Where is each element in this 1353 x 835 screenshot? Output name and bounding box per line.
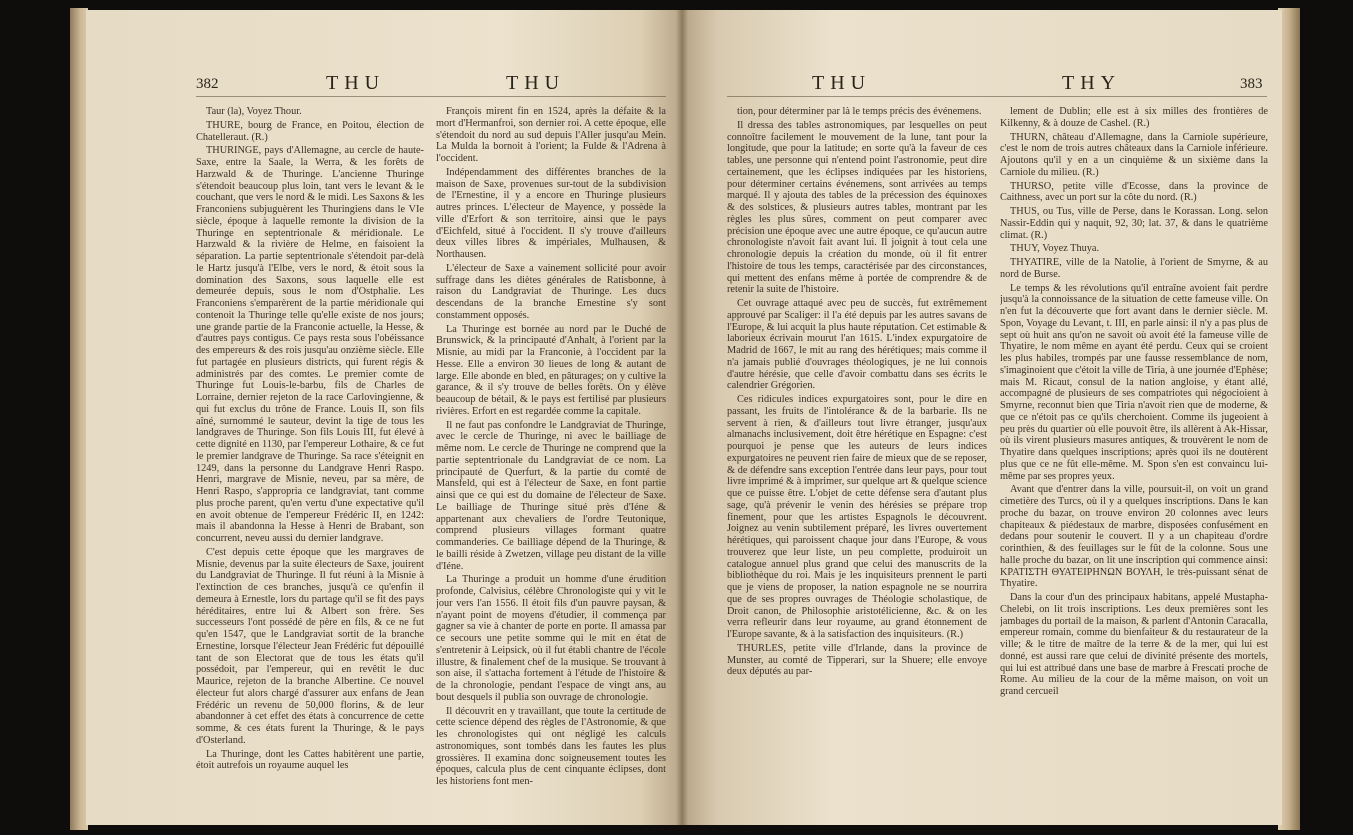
paragraph: Il ne faut pas confondre le Landgraviat de Thuringe, avec le cercle de Thuringe, ni avec le bailliage de même nom. Le cercle de Thuringe ne comprend que la partie septentrionale du Landgraviat de ce nom. La principauté de Querfurt, & la partie du comté de Mansfeld, qui est à l'électeur de Saxe, en font partie ainsi que ce qui est du domaine de l'électeur de Saxe. Le bailliage de Thuringe situé près d'Iéne & appartenant aux chevaliers de l'ordre Teutonique, comprend plusieurs villages formant quatre commanderies. Ce bailliage dépend de la Thuringe, & le bailli réside à Zwetzen, village peu distant de la ville d'Iéne. xyxy=(436,419,666,572)
header-rule-right xyxy=(727,96,1267,97)
paragraph: THUS, ou Tus, ville de Perse, dans le Korassan. Long. selon Nassir-Eddin qui y naquit, 92, 30; lat. 37, & dans le quatrième climat. (R.) xyxy=(1000,206,1268,241)
running-header-left-2: THU xyxy=(506,72,566,94)
paragraph: THURLES, petite ville d'Irlande, dans la province de Munster, au comté de Tipperari, sur la Shuere; elle envoye deux députés au par- xyxy=(727,642,987,678)
right-page-column-1 xyxy=(727,106,987,818)
left-page xyxy=(86,10,682,825)
paragraph: THURSO, petite ville d'Ecosse, dans la province de Caithness, avec un port sur la côte du nord. (R.) xyxy=(1000,180,1268,204)
paragraph: THURN, château d'Allemagne, dans la Carniole supérieure, c'est le nom de trois autres châteaux dans la Carniole inférieure. Ajoutons qu'il y en a un cinquième & un sixième dans la Carniole du milieu. (R.) xyxy=(1000,131,1268,178)
paragraph: Le temps & les révolutions qu'il entraîne avoient fait perdre jusqu'à la connoissance de la situation de cette fameuse ville. On n'en fut la découverte que fort avant dans le dernier siècle. M. Spon, Voyage du Levant, t. III, en parle ainsi: il n'y a pas plus de sept où huit ans qu'on ne savoit où avoit été la fameuse ville de Thyatire, le nom même en ayant été perdu. Ceux qui se croient les plus habiles, trompés par une fausse ressemblance de nom, s'imaginoient que c'étoit la ville de Tiria, à une journée d'Ephèse; mais M. Ricaut, consul de la nation angloise, y étant allé, accompagné de plusieurs de ses compatriotes qui négocioient à Smyrne, reconnut bien que Tiria n'avoit rien que de moderne, & que ce n'étoit pas ce qu'ils cherchoient. Comme ils jugeoient à peu près du quartier où elle pouvoit être, ils allèrent à Ak-Hissar, où ils virent plusieurs masures antiques, & trouvèrent le nom de Thyatire dans quelques inscriptions; après quoi ils ne doutèrent plus que ce ne fût elle-même. M. Spon s'en est convaincu lui-même par ses propres yeux. xyxy=(1000,282,1268,482)
running-header-right-2: THY xyxy=(1062,72,1122,94)
paragraph: Il découvrit en y travaillant, que toute la certitude de cette science dépend des règles de l'Astronomie, & que les chronologistes qui ont négligé les calculs astronomiques, sont tombés dans les fautes les plus grossières. Il examina donc soigneusement toutes les époques, calcula plus de cent cinquante éclipses, dont les historiens font men- xyxy=(436,705,666,787)
paragraph: THYATIRE, ville de la Natolie, à l'orient de Smyrne, & au nord de Burse. xyxy=(1000,257,1268,280)
paragraph: tion, pour déterminer par là le temps précis des événemens. xyxy=(737,106,982,117)
paragraph: Il dressa des tables astronomiques, par lesquelles on peut connoître facilement le mouvement de la lune, tant pour la longitude, que pour la latitude; en sorte qu'à la faveur de ces tables, une personne qui n'entend point l'astronomie, peut dire certainement, que les éclipses indiquées par les historiens, pour déterminer certains événemens, sont arrivées au temps marqué. Il y ajouta des tables de la précession des équinoxes & des solstices, & plusieurs autres tables, montrant par les règles les plus sûres, comment on peut comparer avec précision une époque avec une autre époque, ce qu'aucun autre chronologiste n'avoit fait avant lui. Il joignit à tout cela une chronologie depuis la création du monde, où il fit entrer l'histoire de tous les temps, caractérisée par des circonstances, qui mettent des enfans même à portée de comprendre & de retenir la suite de l'histoire. xyxy=(727,119,987,296)
paragraph: lement de Dublin; elle est à six milles des frontières de Kilkenny, & à douze de Cashel. (R.) xyxy=(1000,106,1268,129)
page-number-right: 383 xyxy=(1240,76,1263,92)
book-gutter xyxy=(676,10,688,825)
paragraph: La Thuringe est bornée au nord par le Duché de Brunswick, & la principauté d'Anhalt, à l'orient par la Misnie, au midi par la Franconie, à l'occident par la Hesse. Elle a environ 30 lieues de long & autant de large. Elle abonde en bled, en pâturages; on y cultive la garance, & il s'y trouve de belles forêts. On y élève beaucoup de bétail, & le pays est fertilisé par plusieurs rivières. Erfort en est regardée comme la capitale. xyxy=(436,323,666,417)
paragraph: Ces ridicules indices expurgatoires sont, pour le dire en passant, les fruits de l'intolérance & de la barbarie. Ils ne servent à rien, & d'ailleurs tout livre étranger, jusqu'aux almanachs inclusivement, doit être hérétique en Espagne: c'est pourquoi je pense que les auteurs de leurs indices expurgatoires ne peuvent rien faire de mieux que de se reposer, & de défendre sans exception l'entrée dans leur pays, pour tout livre imprimé & à imprimer, sur quelque art & quelque science que ce puisse être. L'objet de cette défense sera d'autant plus sage, qu'à prévenir le venin des hérésies se prépare trop finement, pour que les artistes Espagnols le découvrent. Joignez au venin subtilement préparé, les livres ouvertement hérétiques, qui paroissent chaque jour dans l'Europe, & vous trouverez que leur liste, un peu complette, produiroit un catalogue annuel plus grand que celui des manuscrits de la bibliothèque du roi. Mais je les inquisiteurs prennent le parti que je viens de proposer, la nation espagnole ne se nourrira que de ses propres ouvrages de Théologie scholastique, de Droit canon, de Philosophie aristotélicienne, &c. & on les verra refleurir dans leur royaume, au grand étonnement de l'Europe savante, & à la satisfaction des inquisiteurs. (R.) xyxy=(727,394,987,640)
running-header-left-1: THU xyxy=(326,72,386,94)
page-number-left: 382 xyxy=(196,76,219,92)
paragraph: La Thuringe a produit un homme d'une érudition profonde, Calvisius, célèbre Chronologiste qui y vit le jour vers l'an 1556. Il étoit fils d'un pauvre paysan, & n'ayant point de moyens d'étudier, il commença par gagner sa vie à chanter de porte en porte. Il amassa par ce secours une petite somme qui le mit en état de s'entretenir à Leipsick, où il fut établi chantre de l'école illustre, & finalement chef de la musique. Se trouvant à son aise, il s'attacha fortement à l'étude de l'histoire & de la chronologie, pendant l'espace de vingt ans, au bout desquels il publia son ouvrage de chronologie. xyxy=(436,574,666,703)
paragraph: Indépendamment des différentes branches de la maison de Saxe, provenues sur-tout de la subdivision de l'Ernestine, il y a encore en Thuringe plusieurs autres princes. L'électeur de Mayence, y possède la ville d'Erfort & son territoire, ainsi que le pays d'Eichfeld, situé à l'occident. Il s'y trouve d'ailleurs deux villes libres & impériales, Mulhausen, & Northausen. xyxy=(436,166,666,260)
paragraph: François mirent fin en 1524, après la défaite & la mort d'Hermanfroi, son dernier roi. A cette époque, elle s'étendoit du nord au sud depuis l'Aller jusqu'au Mein. La Mulda la bornoit à l'orient; la Fulde & l'Adrena à l'occident. xyxy=(436,106,666,164)
paragraph: Cet ouvrage attaqué avec peu de succès, fut extrêmement approuvé par Scaliger: il l'a été depuis par les autres savans de l'Europe, & lui acquit la plus haute réputation. Cet estimable & laborieux écrivain mourut l'an 1615. L'index expurgatoire de Madrid de 1667, le mit au rang des hérétiques; mais comme il n'a jamais publié d'ouvrages théologiques, je ne lui connois d'autre hérésie, que celle d'avoir combattu dans ses écrits le calendrier Grégorien. xyxy=(727,298,987,392)
paragraph: THURINGE, pays d'Allemagne, au cercle de haute-Saxe, entre la Saale, la Werra, & les forêts de Harzwald & de Thuringe. L'ancienne Thuringe s'étendoit beaucoup plus loin, tant vers le levant & le couchant, que vers le nord & le midi. Les Saxons & les Franconiens subjuguèrent les Thuringiens dans le VIe siècle, époque à laquelle remonte la division de la Thuringe en septentrionale & méridionale. Le Harzwald & la rivière de Helme, en faisoient la séparation. La partie septentrionale s'étendoit par-delà le Hartz jusqu'à l'Elbe, vers le nord, & étoit sous la domination des Saxons, sous laquelle elle est demeurée depuis, sous le nom d'Ostphalie. Les Franconiens s'emparèrent de la partie méridionale qui contenoit la Thuringe telle qu'elle existe de nos jours; une grande partie de la Franconie actuelle, la Hesse, & d'autres pays contigus. Ce pays resta sous l'obéissance des empereurs & des rois jusqu'au onzième siècle. Elle fut partagée en plusieurs districts, qui furent régis & administrés par des comtes. Le premier comte de Thuringe fut Louis-le-barbu, fils de Charles de Lorraine, dernier rejeton de la race Carlovingienne, & qui fut exclus du trône de France. Louis II, son fils aîné, surnommé le sauteur, devint la tige de tous les landgraves de Thuringe. Son fils Louis III, fut élevé à cette dignité en 1130, par l'empereur Lothaire, & ce fut le premier landgrave de Thuringe. Sa race s'éteignit en 1249, dans la personne du Landgrave Henri Raspo. Henri, margrave de Misnie, neveu, par sa mère, de Henri Raspo, s'appropria ce landgraviat, tant comme plus proche parent, qu'en vertu d'une expectative qu'il en avoit obtenue de l'empereur Frédéric II, en 1242: mais il abandonna la Hesse à Henri de Brabant, son concurrent, neveu aussi du dernier landgrave. xyxy=(196,145,424,544)
paragraph: Taur (la), Voyez Thour. xyxy=(206,106,302,117)
right-page-column-2 xyxy=(1000,106,1268,818)
paragraph: Dans la cour d'un des principaux habitans, appelé Mustapha-Chelebi, on lit trois inscriptions. Les deux premières sont les jambages du portail de la maison, & parlent d'Antonin Caracalla, empereur romain, comme du bienfaiteur & du restaurateur de la ville; & le titre de maître de la terre & de la mer, qui lui est donné, est aussi rare que celui de divinité présente des mortels, qui lui est attribué dans une base de marbre à Frescati proche de Rome. Au milieu de la cour de la même maison, on voit un grand cercueil xyxy=(1000,592,1268,697)
left-page-column-1 xyxy=(196,106,424,818)
paragraph: C'est depuis cette époque que les margraves de Misnie, devenus par la suite électeurs de Saxe, jouirent du Landgraviat de Thuringe. Il fut réuni à la Misnie à l'extinction de ces branches, jusqu'à ce qu'enfin il demeura à Ernestle, lors du partage qu'il se fit des pays héréditaires, entre lui & Albert son frère. Ses successeurs l'ont possédé de père en fils, & ce ne fut qu'en 1547, que le Landgraviat sortit de la branche Ernestine, lorsque l'électeur Jean Frédéric fut dépouillé tant de son Electorat que de tous les états qu'il possédoit, par l'empereur, qui en revêtit le duc Maurice, rejeton de la branche Albertine. Ce nouvel électeur fut alors chargé d'assurer aux enfans de Jean Frédéric un revenu de 50,000 florins, & de leur abandonner à cet effet des états à concurrence de cette somme, & ces états furent la Thuringe, & le pays d'Osterland. xyxy=(196,546,424,746)
paragraph: Avant que d'entrer dans la ville, poursuit-il, on voit un grand cimetière des Turcs, où il y a quelques inscriptions. Dans le kan proche du bazar, on trouve environ 20 colonnes avec leurs chapiteaux & piédestaux de marbre, disposées confusément en dedans pour soutenir le couvert. Il y a un chapiteau d'ordre corinthien, & des feuillages sur le fût de la colonne. Sous une halle proche du bazar, on lit une inscription qui commence ainsi: ΚΡΑΤΙΣΤΗ ΘΥΑΤΕΙΡΗΝΩΝ ΒΟΥΛΗ, le très-puissant sénat de Thyatire. xyxy=(1000,484,1268,590)
left-page-column-2 xyxy=(436,106,666,818)
header-rule-left xyxy=(196,96,666,97)
paragraph: THURE, bourg de France, en Poitou, élection de Chatelleraut. (R.) xyxy=(196,119,424,143)
paragraph: La Thuringe, dont les Cattes habitèrent une partie, étoit autrefois un royaume auquel les xyxy=(196,748,424,772)
right-page xyxy=(682,10,1282,825)
running-header-right-1: THU xyxy=(812,72,872,94)
paragraph: L'électeur de Saxe a vainement sollicité pour avoir suffrage dans les diètes générales de Ratisbonne, à raison du Landgraviat de Thuringe. Les ducs descendans de la branche Ernestine s'y sont constamment opposés. xyxy=(436,262,666,321)
paragraph: THUY, Voyez Thuya. xyxy=(1010,243,1100,255)
